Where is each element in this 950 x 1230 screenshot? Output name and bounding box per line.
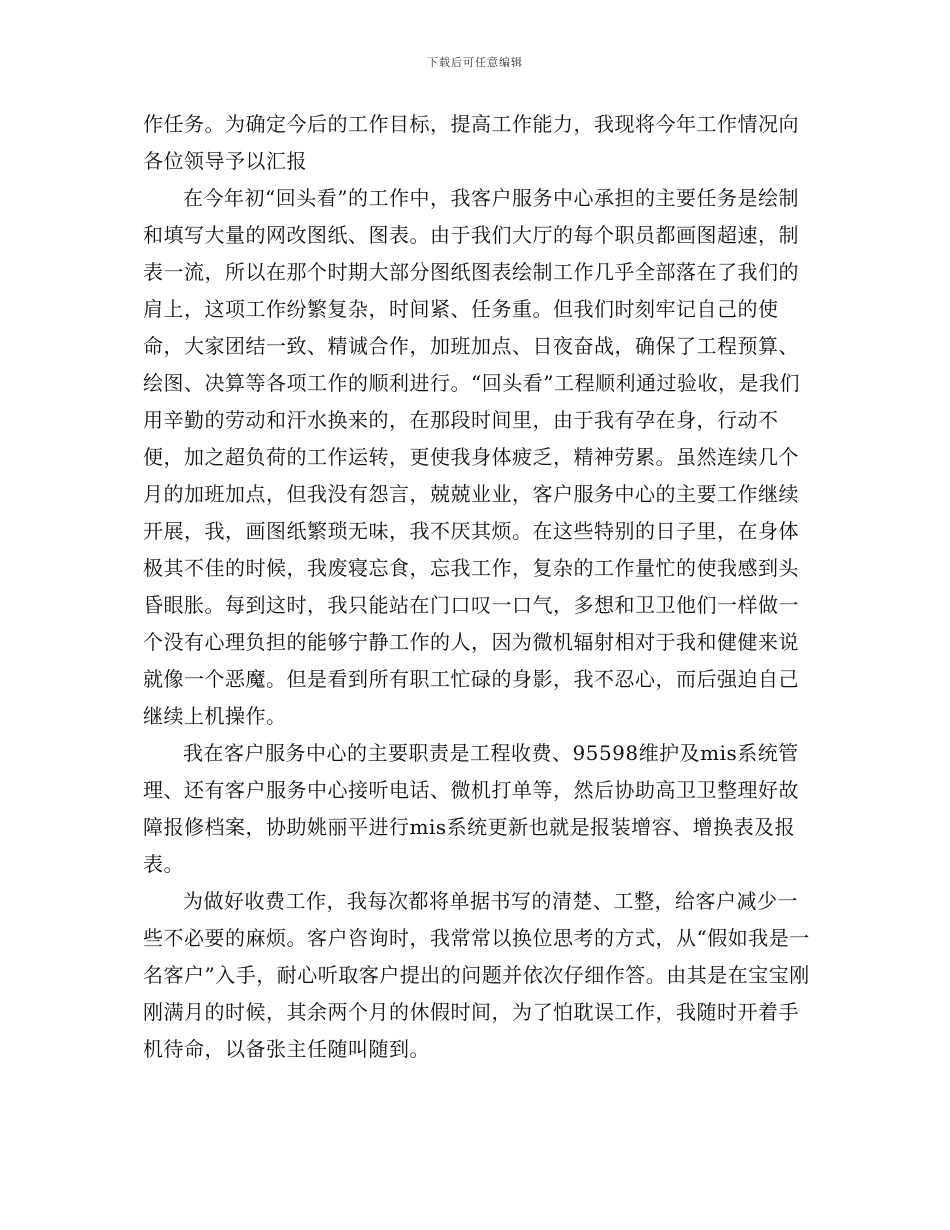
- paragraph-1: 作任务。为确定今后的工作目标，提高工作能力，我现将今年工作情况向各位领导予以汇报: [143, 112, 799, 173]
- paragraph-4: 为做好收费工作，我每次都将单据书写的清楚、工整，给客户减少一些不必要的麻烦。客户咨询时，我常常以换位思考的方式，从“假如我是一名客户”入手，耐心听取客户提出的问题并依次仔细作答。由其是在宝宝刚刚满月的时候，其余两个月的休假时间，为了怕耽误工作，我随时开着手机待命，以备张主任随叫随到。: [143, 889, 810, 1061]
- paragraph-3: 我在客户服务中心的主要职责是工程收费、95598维护及mis系统管理、还有客户服务中心接听电话、微机打单等，然后协助高卫卫整理好故障报修档案，协助姚丽平进行mis系统更新也就是报装增容、增换表及报表。: [143, 741, 799, 876]
- paragraph-2: 在今年初“回头看”的工作中，我客户服务中心承担的主要任务是绘制和填写大量的网改图纸、图表。由于我们大厅的每个职员都画图超速，制表一流，所以在那个时期大部分图纸图表绘制工作几乎全部落在了我们的肩上，这项工作纷繁复杂，时间紧、任务重。但我们时刻牢记自己的使命，大家团结一致、精诚合作，加班加点、日夜奋战，确保了工程预算、绘图、决算等各项工作的顺利进行。“回头看”工程顺利通过验收，是我们用辛勤的劳动和汗水换来的，在那段时间里，由于我有孕在身，行动不便，加之超负荷的工作运转，更使我身体疲乏，精神劳累。虽然连续几个月的加班加点，但我没有怨言，兢兢业业，客户服务中心的主要工作继续开展，我，画图纸繁琐无味，我不厌其烦。在这些特别的日子里，在身体极其不佳的时候，我废寝忘食，忘我工作，复杂的工作量忙的使我感到头昏眼胀。每到这时，我只能站在门口叹一口气，多想和卫卫他们一样做一个没有心理负担的能够宁静工作的人，因为微机辐射相对于我和健健来说就像一个恶魔。但是看到所有职工忙碌的身影，我不忍心，而后强迫自己继续上机操作。: [143, 186, 800, 728]
- document-body: [143, 106, 811, 1068]
- page-header: 下载后可任意编辑: [427, 56, 523, 69]
